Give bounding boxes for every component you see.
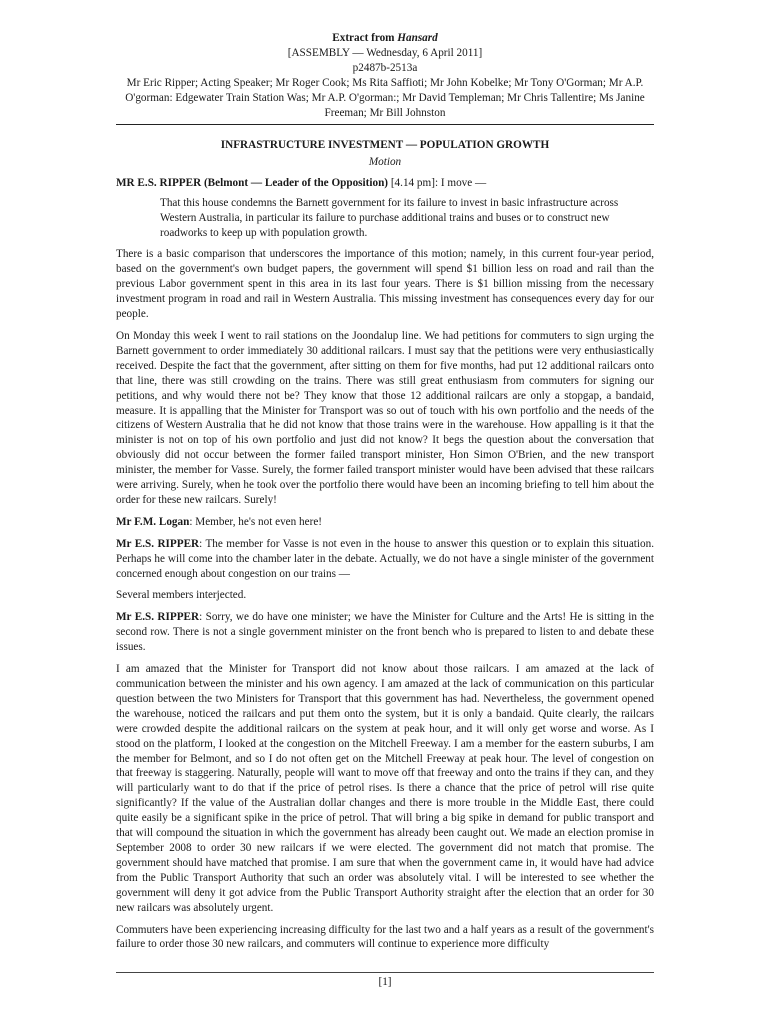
paragraph: There is a basic comparison that underscores the importance of this motion; namely, in this current four-year period, based on the government's own budget papers, the government will spend $1 billion less on road and rail than the previous Labor government spent in this area in its last four years. There is $1 billion missing from the necessary investment program in road and rail in Western Australia. This missing investment has consequences every day for our people. (116, 248, 654, 321)
speech-paragraph (116, 610, 654, 655)
debate-subtitle: Motion (368, 155, 402, 168)
speech-paragraph (116, 537, 654, 582)
paragraph: On Monday this week I went to rail stations on the Joondalup line. We had petitions for commuters to sign urging the Barnett government to order immediately 30 additional railcars. I must say that the petitions were very enthusiastically received. Despite the fact that the government, after sitting on them for five months, had put 12 additional railcars onto that line, there was still crowding on the trains. There was still great enthusiasm from commuters for signing our petitions, and why would there not be? They know that those 12 additional railcars are only a stopgap, a bandaid, measure. It is appalling that the Minister for Transport was so out of touch with his own portfolio and the needs of the citizens of Western Australia that he did not know that those trains were in the warehouse. How appalling is it that the minister is not on top of his own portfolio and just did not know? It begs the question about the conversation that obviously did not occur between the former failed transport minister, Hon Simon O'Brien, and the new transport minister, the member for Vasse. Surely, the former failed transport minister would have been advised that these railcars were arriving. Surely, when he took over the portfolio there would have been an incoming briefing to tell him about the order for these new railcars. Surely! (116, 329, 654, 506)
page-number: [1] (378, 976, 392, 988)
interjection-note: Several members interjected. (116, 589, 247, 602)
members-list: Mr Eric Ripper; Acting Speaker; Mr Roger Cook; Ms Rita Saffioti; Mr John Kobelke; Mr Tony O'Gorman; Mr A.P. O'gorman: Edgewater Train Station Was; Mr A.P. O'gorman:; Mr David Templeman; Mr Chris Tallentire; Ms Janine Freeman; Mr Bill Johnston (125, 77, 645, 119)
speaker-name: Mr F.M. Logan (116, 515, 190, 528)
paragraph: I am amazed that the Minister for Transport did not know about those railcars. I am amazed at the lack of communication between the minister and his own agency. I am amazed at the lack of communication on this particular question between the two Ministers for Transport that this government has had. Nevertheless, the government opened the warehouse, noticed the railcars and put them onto the system, but it is only a bandaid. Quite clearly, the railcars were crowded despite the additional railcars on the system at peak hour, and it will only get worse and worse. As I stood on the platform, I looked at the congestion on the Mitchell Freeway. I am a member for the eastern suburbs, I am the member for Belmont, and so I do not often get on the Mitchell Freeway at peak hour. The level of congestion on that freeway is staggering. Naturally, people will want to move off that freeway and onto the trains if they can, and they will particularly want to do that if the price of petrol rises. Is there a chance that the price of petrol will rise quite significantly? If the value of the Australian dollar changes and there is more trouble in the Middle East, there could quite easily be a significant spike in the price of petrol. That will bring a big spike in demand for public transport and that will compound the situation in which the government has already been caught out. We made an election promise in September 2008 to order 30 new railcars if we were elected. The government did not match that promise. The government should have matched that promise. I am sure that when the government came in, it would have had advice from the Public Transport Authority that such an order was absolutely vital. I will be interested to see whether the government will deny it got advice from the Public Transport Authority straight after the election that an order for 30 new railcars was absolutely urgent. (116, 663, 654, 914)
debate-title: INFRASTRUCTURE INVESTMENT — POPULATION GROWTH (220, 139, 550, 151)
debate-body (116, 138, 654, 959)
document-header (110, 31, 660, 121)
motion-quote: That this house condemns the Barnett government for its failure to invest in basic infrastructure across Western Australia, in particular its failure to purchase additional trains and buses or to construct new roadworks to keep up with population growth. (160, 196, 619, 239)
header-divider (116, 124, 654, 125)
speaker-name: MR E.S. RIPPER (Belmont — Leader of the Opposition) (116, 176, 389, 189)
speaker-name: Mr E.S. RIPPER (116, 611, 200, 624)
opening-paragraph (116, 176, 654, 191)
extract-prefix: Extract from (332, 32, 398, 44)
opening-text: [4.14 pm]: I move — (388, 176, 487, 189)
speech-text: : Sorry, we do have one minister; we have the Minister for Culture and the Arts! He is sitting in the second row. There is not a single government minister on the front bench who is prepared to listen to and debate these issues. (116, 611, 654, 654)
speech-text: : The member for Vasse is not even in the house to answer this question or to explain this situation. Perhaps he will come into the chamber later in the debate. Actually, we do not have a single minister of the government concerned enough about congestion on our trains — (116, 537, 654, 580)
speech-text: : Member, he's not even here! (189, 515, 323, 528)
paragraph: Commuters have been experiencing increasing difficulty for the last two and a half years as a result of the government's failure to order those 30 new railcars, and commuters will continue to experience more difficulty (116, 923, 654, 951)
footer-divider (116, 972, 654, 973)
page-range: p2487b-2513a (352, 62, 418, 74)
interjection-paragraph (116, 515, 654, 530)
extract-line (110, 31, 660, 46)
extract-source: Hansard (397, 32, 438, 44)
speaker-name: Mr E.S. RIPPER (116, 537, 200, 550)
assembly-line: [ASSEMBLY — Wednesday, 6 April 2011] (287, 47, 483, 59)
